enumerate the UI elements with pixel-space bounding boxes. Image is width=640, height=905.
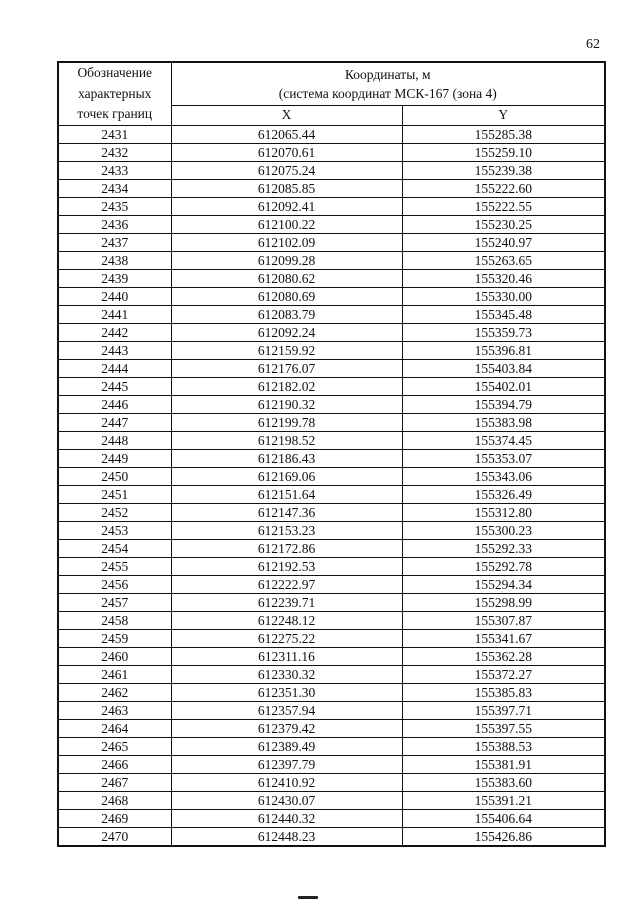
table-row bbox=[58, 251, 605, 269]
table-row bbox=[58, 503, 605, 521]
x-cell: 612159.92 bbox=[171, 341, 402, 359]
point-cell: 2438 bbox=[58, 251, 171, 269]
point-cell: 2450 bbox=[58, 467, 171, 485]
header-points-line: характерных bbox=[78, 85, 152, 101]
table-row bbox=[58, 611, 605, 629]
y-cell: 155263.65 bbox=[402, 251, 605, 269]
point-cell: 2460 bbox=[58, 647, 171, 665]
point-cell: 2432 bbox=[58, 143, 171, 161]
table-row bbox=[58, 521, 605, 539]
y-cell: 155385.83 bbox=[402, 683, 605, 701]
table-row bbox=[58, 323, 605, 341]
point-cell: 2435 bbox=[58, 197, 171, 215]
x-cell: 612397.79 bbox=[171, 755, 402, 773]
table-row bbox=[58, 773, 605, 791]
table-row bbox=[58, 359, 605, 377]
x-cell: 612248.12 bbox=[171, 611, 402, 629]
y-cell: 155292.78 bbox=[402, 557, 605, 575]
point-cell: 2468 bbox=[58, 791, 171, 809]
table-row bbox=[58, 179, 605, 197]
table-row bbox=[58, 665, 605, 683]
table-row bbox=[58, 395, 605, 413]
y-cell: 155406.64 bbox=[402, 809, 605, 827]
y-cell: 155343.06 bbox=[402, 467, 605, 485]
point-cell: 2454 bbox=[58, 539, 171, 557]
point-cell: 2433 bbox=[58, 161, 171, 179]
x-cell: 612065.44 bbox=[171, 125, 402, 143]
y-cell: 155362.28 bbox=[402, 647, 605, 665]
x-cell: 612199.78 bbox=[171, 413, 402, 431]
y-cell: 155426.86 bbox=[402, 827, 605, 846]
table-row bbox=[58, 575, 605, 593]
header-coordinate-system: (система координат МСК-167 (зона 4) bbox=[278, 85, 497, 101]
point-cell: 2469 bbox=[58, 809, 171, 827]
y-cell: 155383.98 bbox=[402, 413, 605, 431]
x-cell: 612092.24 bbox=[171, 323, 402, 341]
header-coordinates bbox=[171, 62, 605, 105]
y-cell: 155391.21 bbox=[402, 791, 605, 809]
y-cell: 155359.73 bbox=[402, 323, 605, 341]
x-cell: 612169.06 bbox=[171, 467, 402, 485]
point-cell: 2457 bbox=[58, 593, 171, 611]
y-cell: 155402.01 bbox=[402, 377, 605, 395]
point-cell: 2440 bbox=[58, 287, 171, 305]
x-cell: 612070.61 bbox=[171, 143, 402, 161]
x-cell: 612389.49 bbox=[171, 737, 402, 755]
x-cell: 612102.09 bbox=[171, 233, 402, 251]
y-cell: 155396.81 bbox=[402, 341, 605, 359]
x-cell: 612198.52 bbox=[171, 431, 402, 449]
header-boundary-points bbox=[58, 62, 171, 125]
x-cell: 612151.64 bbox=[171, 485, 402, 503]
point-cell: 2445 bbox=[58, 377, 171, 395]
header-x: X bbox=[171, 105, 402, 125]
table-row bbox=[58, 593, 605, 611]
point-cell: 2462 bbox=[58, 683, 171, 701]
x-cell: 612085.85 bbox=[171, 179, 402, 197]
table-row bbox=[58, 125, 605, 143]
point-cell: 2458 bbox=[58, 611, 171, 629]
point-cell: 2452 bbox=[58, 503, 171, 521]
table-row bbox=[58, 467, 605, 485]
y-cell: 155312.80 bbox=[402, 503, 605, 521]
y-cell: 155285.38 bbox=[402, 125, 605, 143]
x-cell: 612275.22 bbox=[171, 629, 402, 647]
x-cell: 612182.02 bbox=[171, 377, 402, 395]
table-row bbox=[58, 449, 605, 467]
y-cell: 155394.79 bbox=[402, 395, 605, 413]
y-cell: 155320.46 bbox=[402, 269, 605, 287]
x-cell: 612239.71 bbox=[171, 593, 402, 611]
point-cell: 2453 bbox=[58, 521, 171, 539]
table-row bbox=[58, 719, 605, 737]
header-y: Y bbox=[402, 105, 605, 125]
page-number: 62 bbox=[586, 37, 600, 52]
y-cell: 155397.71 bbox=[402, 701, 605, 719]
x-cell: 612153.23 bbox=[171, 521, 402, 539]
point-cell: 2441 bbox=[58, 305, 171, 323]
point-cell: 2436 bbox=[58, 215, 171, 233]
table-row bbox=[58, 485, 605, 503]
x-cell: 612186.43 bbox=[171, 449, 402, 467]
table-header-row bbox=[58, 62, 605, 105]
x-cell: 612192.53 bbox=[171, 557, 402, 575]
table-row bbox=[58, 413, 605, 431]
x-cell: 612351.30 bbox=[171, 683, 402, 701]
table-row bbox=[58, 683, 605, 701]
x-cell: 612311.16 bbox=[171, 647, 402, 665]
x-cell: 612147.36 bbox=[171, 503, 402, 521]
y-cell: 155397.55 bbox=[402, 719, 605, 737]
y-cell: 155292.33 bbox=[402, 539, 605, 557]
table-row bbox=[58, 791, 605, 809]
x-cell: 612448.23 bbox=[171, 827, 402, 846]
point-cell: 2443 bbox=[58, 341, 171, 359]
y-cell: 155383.60 bbox=[402, 773, 605, 791]
point-cell: 2444 bbox=[58, 359, 171, 377]
y-cell: 155381.91 bbox=[402, 755, 605, 773]
x-cell: 612222.97 bbox=[171, 575, 402, 593]
x-cell: 612092.41 bbox=[171, 197, 402, 215]
y-cell: 155298.99 bbox=[402, 593, 605, 611]
point-cell: 2442 bbox=[58, 323, 171, 341]
table-row bbox=[58, 629, 605, 647]
x-cell: 612083.79 bbox=[171, 305, 402, 323]
point-cell: 2456 bbox=[58, 575, 171, 593]
header-points-line: точек границ bbox=[77, 106, 153, 121]
x-cell: 612099.28 bbox=[171, 251, 402, 269]
y-cell: 155239.38 bbox=[402, 161, 605, 179]
point-cell: 2447 bbox=[58, 413, 171, 431]
table-row bbox=[58, 161, 605, 179]
point-cell: 2439 bbox=[58, 269, 171, 287]
point-cell: 2467 bbox=[58, 773, 171, 791]
coordinates-table bbox=[57, 61, 606, 847]
table-row bbox=[58, 737, 605, 755]
point-cell: 2455 bbox=[58, 557, 171, 575]
y-cell: 155388.53 bbox=[402, 737, 605, 755]
table-row bbox=[58, 539, 605, 557]
y-cell: 155300.23 bbox=[402, 521, 605, 539]
point-cell: 2437 bbox=[58, 233, 171, 251]
table-body bbox=[58, 125, 605, 846]
header-coordinates-title: Координаты, м bbox=[344, 66, 431, 82]
x-cell: 612176.07 bbox=[171, 359, 402, 377]
x-cell: 612430.07 bbox=[171, 791, 402, 809]
x-cell: 612172.86 bbox=[171, 539, 402, 557]
point-cell: 2466 bbox=[58, 755, 171, 773]
point-cell: 2434 bbox=[58, 179, 171, 197]
table-row bbox=[58, 701, 605, 719]
table-row bbox=[58, 233, 605, 251]
x-cell: 612330.32 bbox=[171, 665, 402, 683]
y-cell: 155230.25 bbox=[402, 215, 605, 233]
y-cell: 155341.67 bbox=[402, 629, 605, 647]
point-cell: 2465 bbox=[58, 737, 171, 755]
table-row bbox=[58, 431, 605, 449]
table-row bbox=[58, 197, 605, 215]
x-cell: 612080.69 bbox=[171, 287, 402, 305]
table-row bbox=[58, 341, 605, 359]
table-row bbox=[58, 215, 605, 233]
y-cell: 155222.55 bbox=[402, 197, 605, 215]
table-row bbox=[58, 305, 605, 323]
y-cell: 155240.97 bbox=[402, 233, 605, 251]
x-cell: 612075.24 bbox=[171, 161, 402, 179]
x-cell: 612080.62 bbox=[171, 269, 402, 287]
y-cell: 155326.49 bbox=[402, 485, 605, 503]
table-row bbox=[58, 269, 605, 287]
point-cell: 2451 bbox=[58, 485, 171, 503]
x-cell: 612357.94 bbox=[171, 701, 402, 719]
y-cell: 155372.27 bbox=[402, 665, 605, 683]
header-points-line: Обозначение bbox=[77, 65, 153, 80]
point-cell: 2464 bbox=[58, 719, 171, 737]
y-cell: 155403.84 bbox=[402, 359, 605, 377]
point-cell: 2459 bbox=[58, 629, 171, 647]
table-row bbox=[58, 809, 605, 827]
y-cell: 155307.87 bbox=[402, 611, 605, 629]
point-cell: 2470 bbox=[58, 827, 171, 846]
point-cell: 2449 bbox=[58, 449, 171, 467]
x-cell: 612410.92 bbox=[171, 773, 402, 791]
y-cell: 155330.00 bbox=[402, 287, 605, 305]
point-cell: 2448 bbox=[58, 431, 171, 449]
table-row bbox=[58, 377, 605, 395]
y-cell: 155294.34 bbox=[402, 575, 605, 593]
table-row bbox=[58, 287, 605, 305]
footer-mark bbox=[298, 896, 318, 899]
table-row bbox=[58, 755, 605, 773]
x-cell: 612440.32 bbox=[171, 809, 402, 827]
table-row bbox=[58, 647, 605, 665]
y-cell: 155374.45 bbox=[402, 431, 605, 449]
x-cell: 612379.42 bbox=[171, 719, 402, 737]
point-cell: 2461 bbox=[58, 665, 171, 683]
y-cell: 155259.10 bbox=[402, 143, 605, 161]
point-cell: 2446 bbox=[58, 395, 171, 413]
point-cell: 2431 bbox=[58, 125, 171, 143]
x-cell: 612100.22 bbox=[171, 215, 402, 233]
x-cell: 612190.32 bbox=[171, 395, 402, 413]
y-cell: 155222.60 bbox=[402, 179, 605, 197]
table-row bbox=[58, 827, 605, 846]
y-cell: 155345.48 bbox=[402, 305, 605, 323]
point-cell: 2463 bbox=[58, 701, 171, 719]
y-cell: 155353.07 bbox=[402, 449, 605, 467]
table-row bbox=[58, 143, 605, 161]
table-row bbox=[58, 557, 605, 575]
